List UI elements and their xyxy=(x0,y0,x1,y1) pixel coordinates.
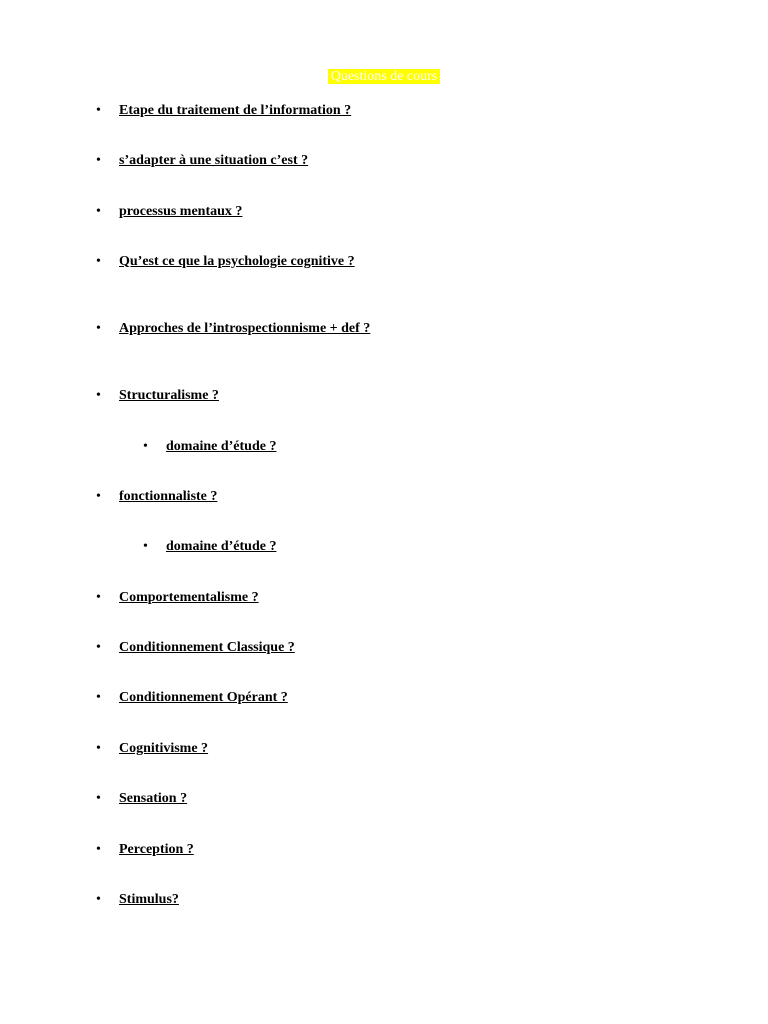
list-item xyxy=(96,152,309,170)
list-item xyxy=(96,387,219,405)
bullet: • xyxy=(96,842,101,857)
bullet: • xyxy=(143,539,148,554)
list-item-label: Qu’est ce que la psychologie cognitive ? xyxy=(119,254,355,269)
bullet: • xyxy=(96,791,101,806)
list-item xyxy=(96,253,355,271)
bullet: • xyxy=(96,103,101,118)
list-item xyxy=(96,488,218,506)
list-item xyxy=(96,589,259,607)
list-item-label: Stimulus? xyxy=(119,892,179,907)
list-item-label: Conditionnement Classique ? xyxy=(119,640,295,655)
list-item xyxy=(96,790,188,808)
list-item-label: fonctionnaliste ? xyxy=(119,489,218,504)
bullet: • xyxy=(96,204,101,219)
list-item xyxy=(96,203,243,221)
list-item-label: Cognitivisme ? xyxy=(119,741,209,756)
document-title-text: Questions de cours xyxy=(328,69,441,84)
list-item-label: Structuralisme ? xyxy=(119,388,219,403)
bullet: • xyxy=(96,590,101,605)
list-item xyxy=(96,102,352,120)
list-item xyxy=(96,841,194,859)
bullet: • xyxy=(96,640,101,655)
list-item-label: domaine d’étude ? xyxy=(166,439,277,454)
bullet: • xyxy=(96,153,101,168)
list-item-label: domaine d’étude ? xyxy=(166,539,277,554)
bullet: • xyxy=(96,690,101,705)
list-item-label: Approches de l’introspectionnisme + def ? xyxy=(119,321,371,336)
bullet: • xyxy=(96,489,101,504)
list-item-label: Perception ? xyxy=(119,842,194,857)
bullet: • xyxy=(96,254,101,269)
document-title xyxy=(0,68,768,86)
list-item-label: s’adapter à une situation c’est ? xyxy=(119,153,309,168)
bullet: • xyxy=(96,892,101,907)
list-item xyxy=(96,320,371,338)
sub-list-item xyxy=(143,538,277,556)
list-item-label: Conditionnement Opérant ? xyxy=(119,690,288,705)
bullet: • xyxy=(96,388,101,403)
list-item-label: processus mentaux ? xyxy=(119,204,243,219)
bullet: • xyxy=(96,321,101,336)
list-item xyxy=(96,891,179,909)
list-item-label: Comportementalisme ? xyxy=(119,590,259,605)
list-item-label: Etape du traitement de l’information ? xyxy=(119,103,352,118)
list-item xyxy=(96,740,209,758)
bullet: • xyxy=(143,439,148,454)
list-item xyxy=(96,689,288,707)
list-item xyxy=(96,639,295,657)
bullet: • xyxy=(96,741,101,756)
sub-list-item xyxy=(143,438,277,456)
list-item-label: Sensation ? xyxy=(119,791,188,806)
